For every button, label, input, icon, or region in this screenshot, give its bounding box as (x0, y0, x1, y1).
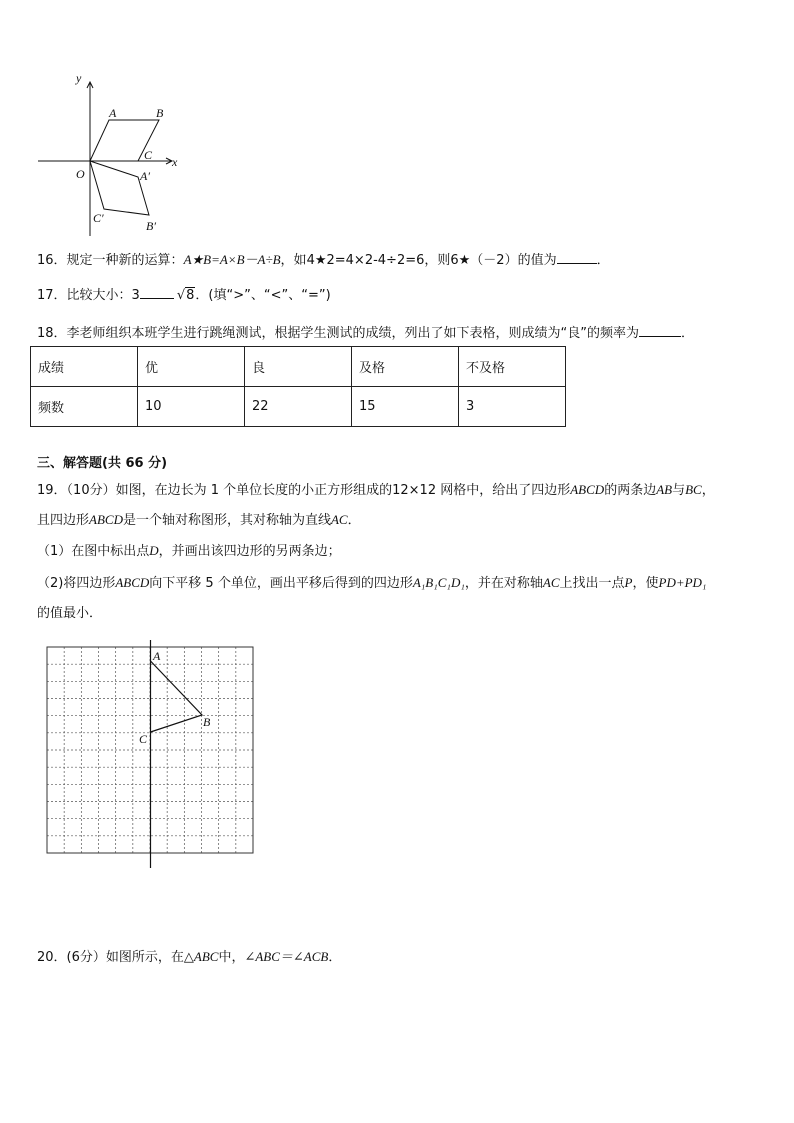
table-cell: 良 (245, 347, 352, 387)
label-y: y (76, 71, 82, 85)
question-19-sub-1 (37, 542, 341, 561)
q16-expression: A★B=A×B－A÷B (183, 252, 281, 267)
q20-text: ． (328, 950, 342, 965)
edges-ab-bc (151, 661, 203, 732)
q17-number: 17． (37, 288, 67, 303)
label-b: B (156, 106, 164, 120)
q16-number: 16． (37, 253, 67, 268)
q19-pd-sum: PD+PD₁ (658, 575, 707, 590)
q19-text: （2)将四边形 (37, 576, 116, 591)
label-b-prime: B′ (146, 219, 156, 233)
q19-text: ， (701, 483, 715, 498)
q19-text: 向下平移 5 个单位，画出平移后得到的四边形 (149, 576, 413, 591)
table-cell: 22 (245, 387, 352, 427)
q17-answer-blank[interactable] (140, 285, 174, 299)
question-18 (37, 323, 694, 343)
q19-ab: AB (656, 482, 673, 497)
q19-text: 与 (672, 483, 686, 498)
q19-point-p: P (624, 575, 633, 590)
q19-text: 是一个轴对称图形，其对称轴为直线 (122, 513, 331, 528)
q18-text: 李老师组织本班学生进行跳绳测试，根据学生测试的成绩，列出了如下表格，则成绩为“良”的频率为 (66, 326, 640, 341)
q19-text: 的两条边 (604, 483, 657, 498)
coordinate-figure (34, 70, 194, 240)
q20-text: 中， (218, 950, 245, 965)
q17-text-2: ．(填“>”、“<”、“=”) (195, 288, 331, 303)
q16-text-3: ，则6★（－2）的值为 (424, 253, 557, 268)
table-cell: 优 (138, 347, 245, 387)
q19-bc: BC (685, 482, 702, 497)
q19-text: 19．（10分）如图，在边长为 1 个单位长度的小正方形组成的12×12 网格中，给出了四边形 (37, 483, 571, 498)
label-o: O (76, 167, 85, 181)
q19-text: ，并在对称轴 (464, 576, 543, 591)
grid-figure (40, 640, 260, 872)
q18-answer-blank[interactable] (639, 323, 681, 337)
q19-text: （1）在图中标出点 (37, 544, 150, 559)
q19-text: 上找出一点 (559, 576, 625, 591)
q19-text: ，使 (632, 576, 659, 591)
q19-text: ，并画出该四边形的另两条边； (158, 544, 341, 559)
q19-ac: AC (542, 575, 560, 590)
q16-end: ． (596, 253, 610, 268)
q20-triangle: △ABC (183, 949, 219, 964)
label-a-prime: A′ (140, 169, 150, 183)
label-a: A (109, 106, 117, 120)
q16-text-1: 规定一种新的运算： (66, 253, 184, 268)
q16-answer-blank[interactable] (557, 250, 597, 264)
section-3-heading: 三、解答题(共 66 分) (37, 456, 168, 471)
q19-a1b1c1d1: A₁B₁C₁D₁ (412, 575, 465, 590)
question-19-sub-2 (37, 574, 706, 593)
q19-abcd: ABCD (570, 482, 605, 497)
label-c-prime: C′ (93, 211, 104, 225)
table-row (31, 387, 566, 427)
question-20 (37, 948, 341, 967)
q16-text-2: ，如 (280, 253, 307, 268)
q19-point-d: D (149, 543, 159, 558)
q18-end: ． (681, 326, 695, 341)
q17-radicand: 8 (186, 288, 195, 303)
label-x: x (172, 155, 178, 169)
q19-text: ． (347, 513, 361, 528)
sqrt-symbol: √ (176, 288, 186, 303)
table-row (31, 347, 566, 387)
q17-text-1: 比较大小：3 (66, 288, 140, 303)
label-c: C (144, 148, 153, 162)
table-cell: 不及格 (459, 347, 566, 387)
q20-angles: ∠ABC＝∠ACB (244, 949, 329, 964)
question-19-line-1 (37, 481, 715, 500)
q18-number: 18． (37, 326, 67, 341)
table-cell: 频数 (31, 387, 138, 427)
table-cell: 及格 (352, 347, 459, 387)
table-cell: 3 (459, 387, 566, 427)
question-17 (37, 285, 331, 305)
grid-label-a: A (153, 649, 161, 663)
table-cell: 15 (352, 387, 459, 427)
grid-label-b: B (203, 715, 211, 729)
q16-example: 4★2=4×2-4÷2=6 (306, 253, 425, 268)
grid-label-c: C (139, 732, 148, 746)
question-19-line-2 (37, 511, 361, 530)
score-frequency-table (30, 346, 566, 427)
q19-text: 且四边形 (37, 513, 90, 528)
question-19-line-4: 的值最小． (37, 606, 103, 621)
table-cell: 成绩 (31, 347, 138, 387)
question-16 (37, 250, 610, 270)
q19-ac: AC (330, 512, 348, 527)
q19-abcd: ABCD (89, 512, 123, 527)
q20-text: 20．(6分）如图所示，在 (37, 950, 184, 965)
table-cell: 10 (138, 387, 245, 427)
q19-abcd: ABCD (115, 575, 150, 590)
